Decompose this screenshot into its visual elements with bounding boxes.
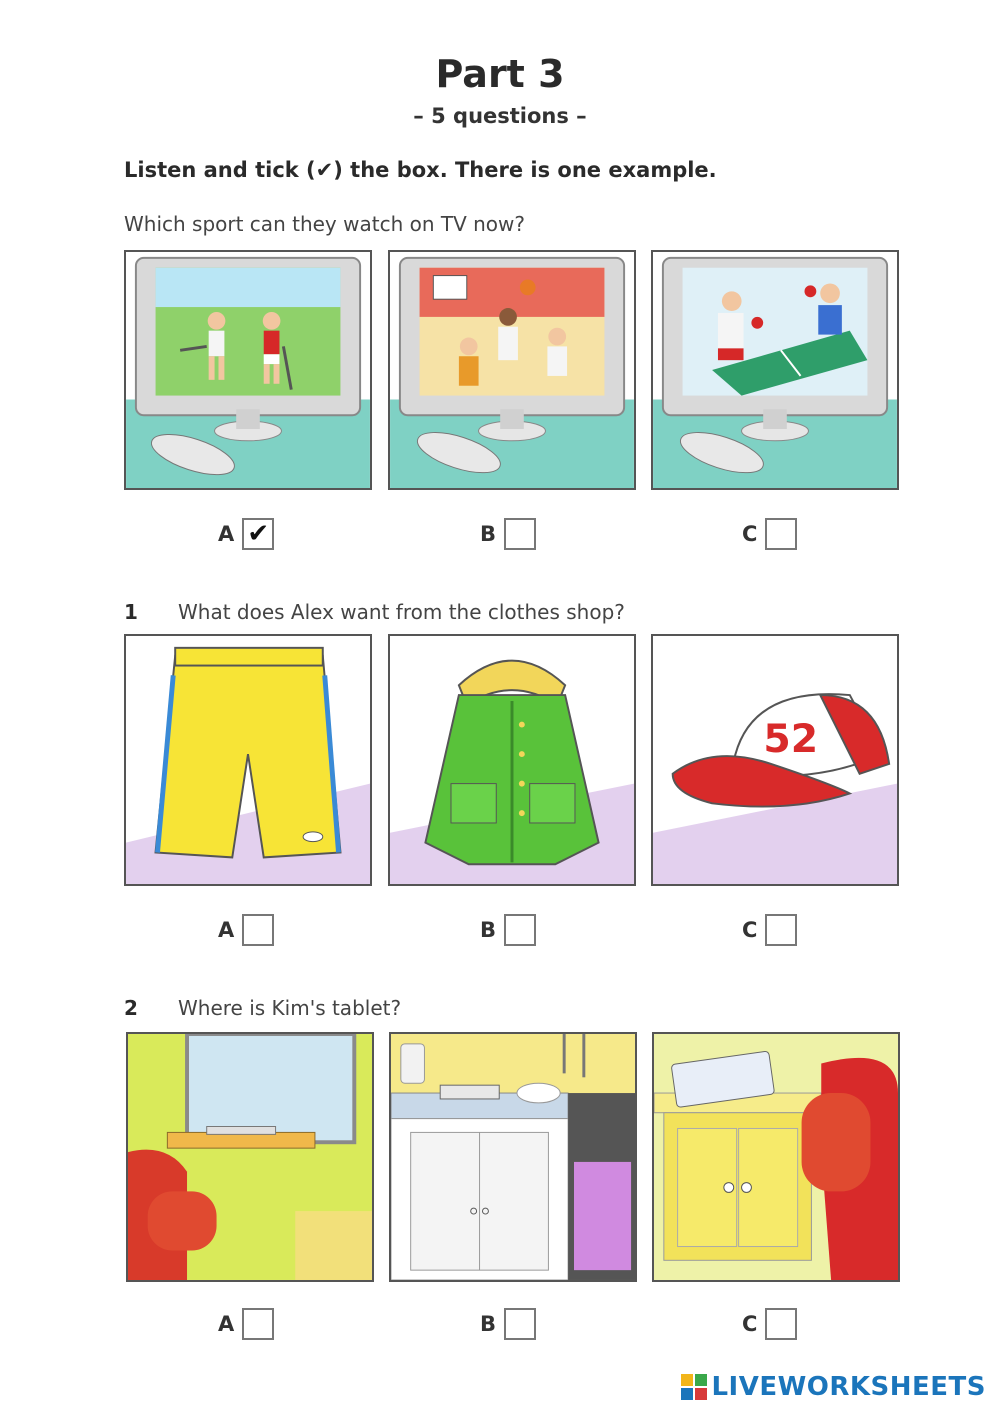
tv-hockey-illustration	[126, 252, 370, 488]
instruction-text: Listen and tick (✔) the box. There is one example.	[124, 158, 717, 182]
tick-box[interactable]	[765, 518, 797, 550]
example-option-c	[742, 518, 797, 550]
tv-table-tennis-illustration	[653, 252, 897, 488]
room-shelf-illustration	[128, 1034, 372, 1280]
question-1-number: 1	[124, 600, 138, 624]
example-option-b	[480, 518, 536, 550]
tv-basketball-illustration	[390, 252, 634, 488]
cupboard-illustration	[654, 1034, 898, 1280]
q1-option-b	[480, 914, 536, 946]
green-jacket-illustration	[390, 636, 634, 884]
example-option-a	[218, 518, 274, 550]
q1-picture-a	[124, 634, 372, 886]
question-2-number: 2	[124, 996, 138, 1020]
tick-box[interactable]	[242, 914, 274, 946]
page-title: Part 3	[435, 52, 565, 96]
q2-picture-c	[652, 1032, 900, 1282]
option-letter: C	[742, 1312, 758, 1336]
tick-box[interactable]	[504, 518, 536, 550]
red-cap-illustration	[653, 636, 897, 884]
page-subtitle: – 5 questions –	[413, 104, 587, 128]
yellow-shorts-illustration	[126, 636, 370, 884]
example-question-text: Which sport can they watch on TV now?	[124, 212, 526, 236]
q1-option-a	[218, 914, 274, 946]
example-picture-c	[651, 250, 899, 490]
example-picture-b	[388, 250, 636, 490]
tick-box[interactable]: ✔	[242, 518, 274, 550]
q2-picture-a	[126, 1032, 374, 1282]
q2-option-c	[742, 1308, 797, 1340]
option-letter: C	[742, 918, 758, 942]
logo-text: LIVEWORKSHEETS	[711, 1372, 986, 1402]
tick-box[interactable]	[242, 1308, 274, 1340]
liveworksheets-logo	[681, 1372, 986, 1402]
option-letter: C	[742, 522, 758, 546]
option-letter: B	[480, 918, 497, 942]
option-letter: A	[218, 522, 235, 546]
cap-number: 52	[763, 716, 819, 763]
q1-picture-c	[651, 634, 899, 886]
option-letter: A	[218, 1312, 235, 1336]
question-1-text: What does Alex want from the clothes shop?	[178, 600, 625, 624]
q2-option-a	[218, 1308, 274, 1340]
option-letter: B	[480, 1312, 497, 1336]
option-letter: A	[218, 918, 235, 942]
question-2-text: Where is Kim's tablet?	[178, 996, 402, 1020]
tick-box[interactable]	[504, 1308, 536, 1340]
tick-box[interactable]	[504, 914, 536, 946]
example-picture-a	[124, 250, 372, 490]
option-letter: B	[480, 522, 497, 546]
q1-option-c	[742, 914, 797, 946]
tick-box[interactable]	[765, 1308, 797, 1340]
tick-box[interactable]	[765, 914, 797, 946]
q1-picture-b	[388, 634, 636, 886]
q2-option-b	[480, 1308, 536, 1340]
q2-picture-b	[389, 1032, 637, 1282]
logo-grid-icon	[681, 1374, 707, 1400]
kitchen-counter-illustration	[391, 1034, 635, 1280]
